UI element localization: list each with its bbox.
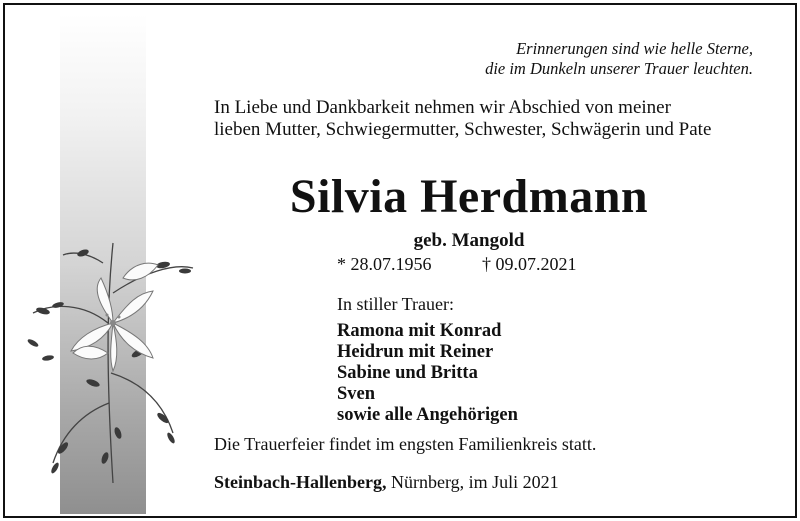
intro-text (214, 97, 711, 141)
intro-line-2: lieben Mutter, Schwiegermutter, Schwester, Schwägerin und Pate (214, 119, 712, 140)
list-item: Heidrun mit Reiner (337, 342, 494, 362)
memorial-quote (485, 39, 753, 79)
list-item: Ramona mit Konrad (337, 321, 502, 341)
birth-date: * 28.07.1956 (337, 254, 432, 274)
service-note: Die Trauerfeier findet im engsten Familienkreis statt. (214, 434, 597, 454)
mourning-label: In stiller Trauer: (337, 294, 454, 314)
list-item: Sven (337, 384, 376, 404)
quote-line-1: Erinnerungen sind wie helle Sterne, (516, 39, 753, 58)
birth-name: geb. Mangold (413, 230, 525, 251)
place-and-date (214, 471, 559, 493)
list-item: Sabine und Britta (337, 363, 478, 383)
obituary-notice (3, 3, 797, 518)
death-date: † 09.07.2021 (482, 254, 577, 274)
list-item: sowie alle Angehörigen (337, 405, 518, 425)
place-date: Nürnberg, im Juli 2021 (386, 472, 559, 492)
quote-line-2: die im Dunkeln unserer Trauer leuchten. (485, 59, 753, 78)
place-name: Steinbach-Hallenberg, (214, 472, 387, 492)
deceased-name: Silvia Herdmann (289, 170, 649, 223)
lily-bouquet-icon (13, 233, 203, 493)
life-dates (337, 253, 577, 275)
intro-line-1: In Liebe und Dankbarkeit nehmen wir Abschied von meiner (214, 97, 671, 118)
mourners-list (337, 321, 518, 426)
